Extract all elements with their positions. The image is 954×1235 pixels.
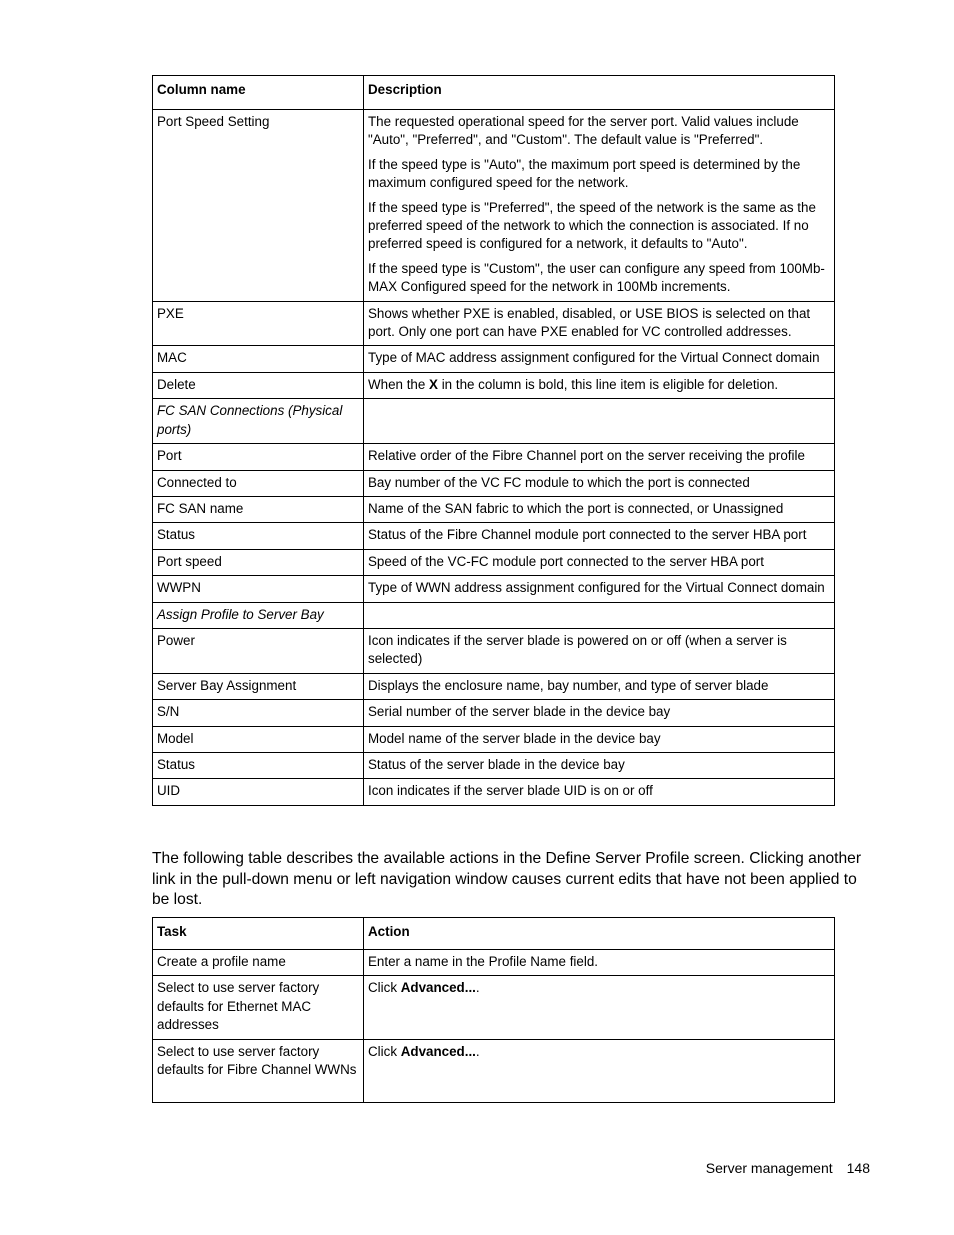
row-name: Port speed	[153, 549, 364, 575]
column-header-name: Column name	[153, 76, 364, 110]
empty-cell	[364, 399, 835, 444]
action-cell	[364, 1039, 835, 1102]
table-header-row	[153, 76, 835, 110]
table-row	[153, 470, 835, 496]
description-text: in the column is bold, this line item is eligible for deletion.	[437, 376, 779, 392]
table-row	[153, 976, 835, 1039]
advanced-button-label: Advanced...	[400, 980, 476, 996]
row-description: Shows whether PXE is enabled, disabled, or USE BIOS is selected on that port. Only one port can have PXE enabled for VC controlled addresses.	[364, 301, 835, 346]
row-name: Server Bay Assignment	[153, 673, 364, 699]
bold-x-marker: X	[429, 376, 438, 392]
table-row	[153, 673, 835, 699]
row-name: UID	[153, 779, 364, 805]
row-description: Icon indicates if the server blade is powered on or off (when a server is selected)	[364, 628, 835, 673]
page-footer	[706, 1158, 870, 1178]
action-cell: Enter a name in the Profile Name field.	[364, 950, 835, 976]
row-description	[364, 110, 835, 302]
row-name: Model	[153, 726, 364, 752]
action-text: .	[475, 1043, 480, 1059]
table-row	[153, 346, 835, 372]
row-name: Port	[153, 444, 364, 470]
row-description: Type of WWN address assignment configured for the Virtual Connect domain	[364, 576, 835, 602]
column-header-description: Description	[364, 76, 835, 110]
table-row	[153, 496, 835, 522]
table-header-row	[153, 918, 835, 950]
table-row	[153, 523, 835, 549]
advanced-button-label: Advanced...	[400, 1043, 476, 1059]
row-description: Icon indicates if the server blade UID is on or off	[364, 779, 835, 805]
row-description: Bay number of the VC FC module to which the port is connected	[364, 470, 835, 496]
row-name: FC SAN name	[153, 496, 364, 522]
table-row	[153, 110, 835, 302]
section-title: Assign Profile to Server Bay	[153, 602, 364, 628]
table-row	[153, 752, 835, 778]
row-description: Model name of the server blade in the device bay	[364, 726, 835, 752]
task-cell: Select to use server factory defaults for Fibre Channel WWNs	[153, 1039, 364, 1102]
table-row	[153, 628, 835, 673]
action-cell	[364, 976, 835, 1039]
section-row-assign-profile	[153, 602, 835, 628]
description-text: When the	[368, 376, 430, 392]
task-action-table	[152, 917, 835, 1103]
row-description	[364, 372, 835, 398]
table-row	[153, 779, 835, 805]
table-row	[153, 444, 835, 470]
row-name: MAC	[153, 346, 364, 372]
row-name: Power	[153, 628, 364, 673]
row-name: WWPN	[153, 576, 364, 602]
table-row	[153, 700, 835, 726]
row-description: Displays the enclosure name, bay number, and type of server blade	[364, 673, 835, 699]
column-header-action: Action	[364, 918, 835, 950]
table-row	[153, 1039, 835, 1102]
row-name: S/N	[153, 700, 364, 726]
table-row	[153, 372, 835, 398]
table-row	[153, 576, 835, 602]
page-number: 148	[846, 1160, 870, 1176]
section-row-fc-san	[153, 399, 835, 444]
task-cell: Create a profile name	[153, 950, 364, 976]
row-description: Speed of the VC-FC module port connected to the server HBA port	[364, 549, 835, 575]
row-name: Status	[153, 752, 364, 778]
row-name: Status	[153, 523, 364, 549]
row-name: Connected to	[153, 470, 364, 496]
row-description: Type of MAC address assignment configured for the Virtual Connect domain	[364, 346, 835, 372]
action-text: Click	[368, 980, 401, 996]
empty-cell	[364, 602, 835, 628]
row-description: Status of the Fibre Channel module port connected to the server HBA port	[364, 523, 835, 549]
description-paragraph: If the speed type is "Preferred", the speed of the network is the same as the preferred speed of the network to which the connection is associated. If no preferred speed is configured for a network, it defaults to "Auto".	[368, 199, 816, 252]
row-description: Name of the SAN fabric to which the port is connected, or Unassigned	[364, 496, 835, 522]
footer-section-title: Server management	[705, 1160, 833, 1176]
action-text: Click	[368, 1043, 401, 1059]
table-row	[153, 301, 835, 346]
column-header-task: Task	[153, 918, 364, 950]
row-description: Relative order of the Fibre Channel port on the server receiving the profile	[364, 444, 835, 470]
task-cell: Select to use server factory defaults for Ethernet MAC addresses	[153, 976, 364, 1039]
section-title: FC SAN Connections (Physical ports)	[153, 399, 364, 444]
row-description: Serial number of the server blade in the device bay	[364, 700, 835, 726]
description-paragraph: If the speed type is "Auto", the maximum port speed is determined by the maximum configured speed for the network.	[368, 156, 801, 191]
row-name: Delete	[153, 372, 364, 398]
row-name: Port Speed Setting	[153, 110, 364, 302]
row-name: PXE	[153, 301, 364, 346]
table-row	[153, 726, 835, 752]
table-row	[153, 549, 835, 575]
intro-paragraph: The following table describes the available actions in the Define Server Profile screen. Clicking another link in the pull-down menu or left navigation window causes current edits that have not been applied to be lost.	[152, 850, 862, 909]
column-description-table	[152, 75, 835, 806]
description-paragraph: If the speed type is "Custom", the user can configure any speed from 100Mb-MAX Configured speed for the network in 100Mb increments.	[368, 260, 825, 295]
description-paragraph: The requested operational speed for the server port. Valid values include "Auto", "Preferred", and "Custom". The default value is "Preferred".	[368, 114, 799, 148]
table-row	[153, 950, 835, 976]
row-description: Status of the server blade in the device bay	[364, 752, 835, 778]
action-text: .	[475, 980, 480, 996]
